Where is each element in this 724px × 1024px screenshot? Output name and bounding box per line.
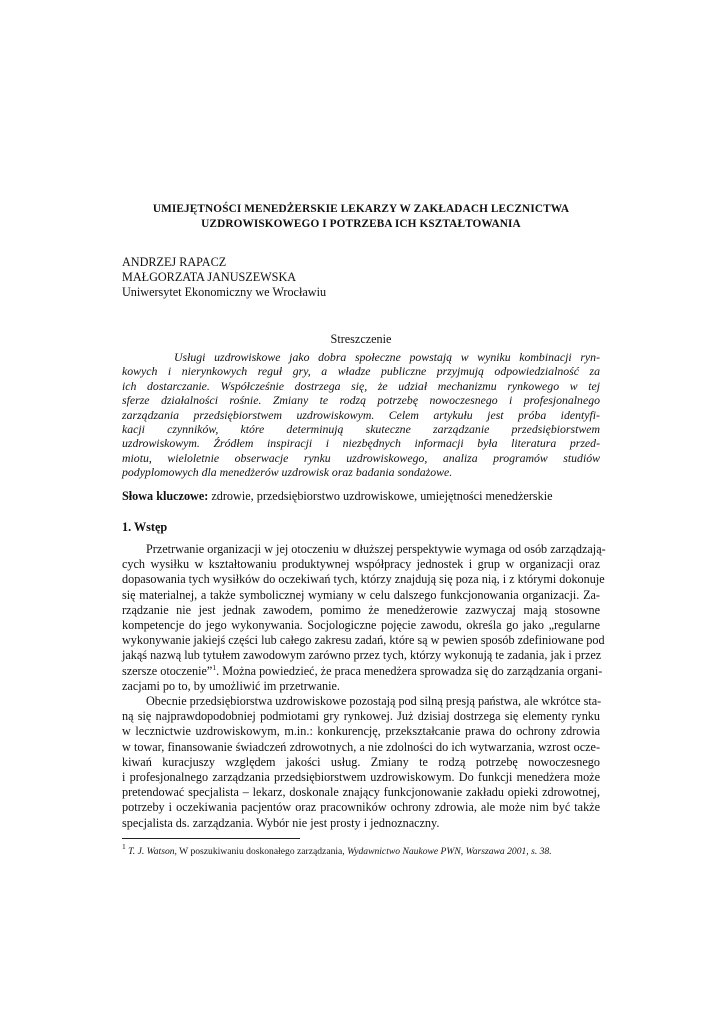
footnote-number: 1 [122, 842, 126, 851]
keywords-label: Słowa kluczowe: [122, 489, 209, 503]
body-line: cych wysiłku w kształtowaniu produktywnej współpracy jednostek i grup w organizacji oraz [122, 557, 600, 572]
abstract-line: miotu, wieloletnie obserwacje rynku uzdrowiskowego, analiza programów studiów [122, 450, 600, 465]
title-line-1: UMIEJĘTNOŚCI MENEDŻERSKIE LEKARZY W ZAKŁADACH LECZNICTWA [152, 203, 570, 215]
body-line: się materialnej, a także symbolicznej wymiany w celu dalszego funkcjonowania organizacji. Za- [122, 587, 600, 602]
body-line: w lecznictwie uzdrowiskowym, m.in.: konkurencję, przekształcanie prawa do ochrony zdrowia [122, 724, 600, 739]
body-line: specjalista ds. zarządzania. Wybór nie jest prosty i jednoznaczny. [122, 815, 440, 830]
body-line: Przetrwanie organizacji w jej otoczeniu w dłuższej perspektywie wymaga od osób zarządzają- [146, 542, 606, 556]
footnote-publisher: Wydawnictwo Naukowe PWN, Warszawa 2001, s. 38. [347, 846, 552, 857]
keywords-text: zdrowie, przedsiębiorstwo uzdrowiskowe, umiejętności menedżerskie [211, 489, 553, 503]
body-line: pretendować specjalista – lekarz, doskonale znający funkcjonowanie zakładu opieki zdrowotnej, [122, 785, 600, 800]
body-line: jakąś nazwą lub tytułem zawodowym zarówno przez tych, którzy wykonują te zadania, jak i przez [122, 648, 602, 663]
abstract-line: uzdrowiskowym. Źródłem inspiracji i niezbędnych informacji była literatura przed- [122, 436, 600, 451]
author-name: ANDRZEJ RAPACZ [122, 255, 227, 269]
author-block [122, 255, 326, 300]
abstract-line: podyplomowych dla menedżerów uzdrowisk oraz badania sondażowe. [122, 465, 453, 480]
body-line: rządzanie nie jest jednak zawodem, pomimo że menedżerowie zazwyczaj mają stosowne [122, 602, 600, 617]
author-affiliation: Uniwersytet Ekonomiczny we Wrocławiu [122, 285, 327, 299]
footnote-author: T. J. Watson, [128, 846, 177, 857]
footnote-reference[interactable]: 1 [212, 662, 217, 672]
abstract-line: kowych i nierynkowych reguł gry, a władze publiczne przyjmują odpowiedzialność za [122, 364, 600, 379]
body-line: w towar, finansowanie świadczeń zdrowotnych, a nie zdolności do ich wytwarzania, wzrost ocze- [122, 739, 600, 754]
keywords [122, 489, 600, 504]
body-line-part: szersze otoczenie” [122, 663, 213, 678]
body-line-part: . Można powiedzieć, że praca menedżera sprowadza się do zarządzania organi- [216, 663, 603, 678]
abstract-heading: Streszczenie [330, 332, 392, 346]
body-line: dopasowania tych wysiłków do oczekiwań tych, którzy znajdują się poza nią, i z którymi dokonuje [122, 572, 605, 587]
author-name: MAŁGORZATA JANUSZEWSKA [122, 270, 297, 284]
title-line-2: UZDROWISKOWEGO I POTRZEBA ICH KSZTAŁTOWANIA [201, 218, 521, 230]
body-line: ną się najprawdopodobniej podmiotami gry rynkowej. Już dzisiaj dostrzega się elementy rynku [122, 709, 600, 724]
abstract-line: sferze działalności rośnie. Zmiany te rodzą potrzebę nowoczesnego i profesjonalnego [122, 393, 600, 408]
paper-title [122, 202, 600, 232]
abstract-text [122, 350, 600, 480]
section-body [122, 542, 606, 831]
body-line: i profesjonalnego zarządzania przedsiębiorstwem uzdrowiskowym. Do funkcji menedżera może [122, 770, 600, 785]
body-line: zacjami po to, by umożliwić im przetrwanie. [122, 678, 340, 693]
body-line: potrzeby i oczekiwania pacjentów oraz pracowników ochrony zdrowia, ale może nim być także [122, 800, 600, 815]
section-heading: 1. Wstęp [122, 520, 168, 534]
abstract-line: kacji czynników, które determinują skuteczne zarządzanie przedsiębiorstwem [122, 422, 600, 437]
footnote [122, 842, 600, 857]
body-line: wykonywanie jakiejś części lub całego zakresu zadań, które są w pewien sposób zdefiniowane pod [122, 633, 605, 648]
body-line [122, 662, 603, 679]
body-line: kiwań kuracjuszy względem jakości usług. Zmiany te rodzą potrzebę nowoczesnego [122, 754, 600, 769]
abstract-line: zarządzania przedsiębiorstwem uzdrowiskowym. Celem artykułu jest próba identyfi- [122, 407, 600, 422]
footnote-divider [122, 838, 300, 839]
body-line: kompetencje do jego wykonywania. Socjologiczne pojęcie zawodu, określa go jako „regularne [122, 618, 600, 633]
abstract-line: Usługi uzdrowiskowe jako dobra społeczne powstają w wyniku kombinacji ryn- [174, 350, 600, 364]
body-line: Obecnie przedsiębiorstwa uzdrowiskowe pozostają pod silną presją państwa, ale wkrótce sta- [146, 694, 602, 709]
footnote-title: W poszukiwaniu doskonałego zarządzania, [179, 846, 345, 857]
abstract-line: ich dostarczanie. Współcześnie dostrzega się, że udział mechanizmu rynkowego w tej [122, 378, 600, 393]
